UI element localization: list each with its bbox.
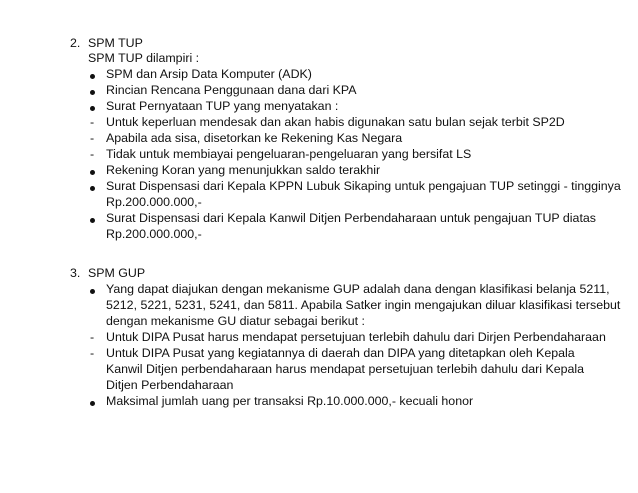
list-item: Surat Dispensasi dari Kepala Kanwil Ditjen Perbendaharaan untuk pengajuan TUP diatas xyxy=(106,211,596,225)
sub-list-item-continuation: Ditjen Perbendaharaan xyxy=(106,378,234,392)
section-number: 2. xyxy=(70,36,81,50)
list-item-continuation: 5212, 5221, 5231, 5241, dan 5811. Apabila Satker ingin mengajukan diluar klasifikasi tersebut xyxy=(106,298,621,312)
bullet-icon xyxy=(90,90,95,95)
section-title: SPM TUP xyxy=(88,36,143,50)
bullet-icon xyxy=(90,289,95,294)
dash-marker: - xyxy=(90,147,95,161)
section-title: SPM GUP xyxy=(88,266,146,280)
sub-list-item: Apabila ada sisa, disetorkan ke Rekening Kas Negara xyxy=(106,131,403,145)
list-item: SPM dan Arsip Data Komputer (ADK) xyxy=(106,67,312,81)
list-item: Rekening Koran yang menunjukkan saldo terakhir xyxy=(106,163,381,177)
bullet-icon xyxy=(90,401,95,406)
sub-list-item: Untuk DIPA Pusat harus mendapat persetujuan terlebih dahulu dari Dirjen Perbendaharaan xyxy=(106,330,606,344)
section-intro: SPM TUP dilampiri : xyxy=(88,51,200,65)
dash-marker: - xyxy=(90,131,95,145)
dash-marker: - xyxy=(90,346,95,360)
list-item: Rincian Rencana Penggunaan dana dari KPA xyxy=(106,83,357,97)
bullet-icon xyxy=(90,106,95,111)
list-item-continuation: Rp.200.000.000,- xyxy=(106,195,202,209)
bullet-icon xyxy=(90,186,95,191)
bullet-icon xyxy=(90,74,95,79)
sub-list-item: Untuk DIPA Pusat yang kegiatannya di daerah dan DIPA yang ditetapkan oleh Kepala xyxy=(106,346,575,360)
sub-list-item-continuation: Kanwil Ditjen perbendaharaan harus mendapat persetujuan terlebih dahulu dari Kepala xyxy=(106,362,585,376)
list-item: Maksimal jumlah uang per transaksi Rp.10.000.000,- kecuali honor xyxy=(106,394,474,408)
sub-list-item: Tidak untuk membiayai pengeluaran-pengeluaran yang bersifat LS xyxy=(106,147,472,161)
dash-marker: - xyxy=(90,115,95,129)
list-item: Surat Dispensasi dari Kepala KPPN Lubuk Sikaping untuk pengajuan TUP setinggi - tingginya xyxy=(106,179,621,193)
bullet-icon xyxy=(90,218,95,223)
list-item: Yang dapat diajukan dengan mekanisme GUP adalah dana dengan klasifikasi belanja 5211, xyxy=(106,282,610,296)
bullet-icon xyxy=(90,170,95,175)
list-item-continuation: dengan mekanisme GU diatur sebagai berikut : xyxy=(106,314,365,328)
list-item: Surat Pernyataan TUP yang menyatakan : xyxy=(106,99,339,113)
section-number: 3. xyxy=(70,266,81,280)
sub-list-item: Untuk keperluan mendesak dan akan habis digunakan satu bulan sejak terbit SP2D xyxy=(106,115,565,129)
dash-marker: - xyxy=(90,330,95,344)
list-item-continuation: Rp.200.000.000,- xyxy=(106,227,202,241)
